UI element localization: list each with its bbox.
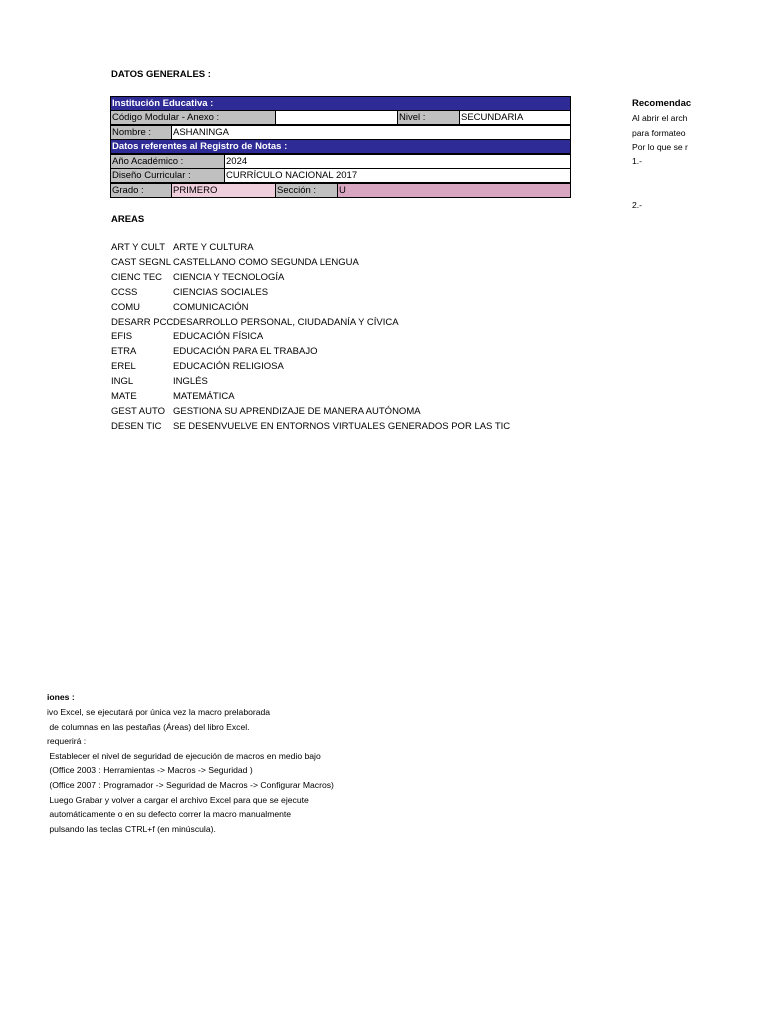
instruction-line: Establecer el nivel de seguridad de ejecución de macros en medio bajo xyxy=(47,751,321,761)
area-code: DESARR PCC xyxy=(111,317,173,328)
registro-label: Datos referentes al Registro de Notas : xyxy=(110,139,571,154)
area-code: CAST SEGNL xyxy=(111,257,172,268)
instruction-line: pulsando las teclas CTRL+f (en minúscula). xyxy=(47,824,216,834)
nombre-field[interactable]: ASHANINGA xyxy=(171,125,571,140)
area-code: ART Y CULT xyxy=(111,242,166,253)
recommendation-line: Por lo que se r xyxy=(632,142,688,152)
area-code: ETRA xyxy=(111,346,137,357)
diseno-label: Diseño Curricular : xyxy=(110,168,225,183)
page-title: DATOS GENERALES : xyxy=(111,69,211,80)
areas-title: AREAS xyxy=(111,214,145,225)
area-code: GEST AUTO xyxy=(111,406,166,417)
diseno-field[interactable]: CURRÍCULO NACIONAL 2017 xyxy=(224,168,571,183)
area-name: EDUCACIÓN RELIGIOSA xyxy=(173,361,284,372)
instruction-line: ivo Excel, se ejecutará por única vez la macro prelaborada xyxy=(47,707,271,717)
area-code: EREL xyxy=(111,361,136,372)
area-name: CIENCIAS SOCIALES xyxy=(173,287,269,298)
area-name: SE DESENVUELVE EN ENTORNOS VIRTUALES GENERADOS POR LAS TIC xyxy=(173,421,511,432)
area-code: COMU xyxy=(111,302,141,313)
area-name: ARTE Y CULTURA xyxy=(173,242,254,253)
recommendations-title: Recomendac xyxy=(632,98,692,109)
codigo-field[interactable] xyxy=(275,110,398,125)
instruction-line: automáticamente o en su defecto correr la macro manualmente xyxy=(47,809,292,819)
recommendation-line: Al abrir el arch xyxy=(632,113,688,123)
area-name: EDUCACIÓN FÍSICA xyxy=(173,331,264,342)
area-name: INGLÉS xyxy=(173,376,208,387)
nivel-label: Nivel : xyxy=(397,110,460,125)
area-name: EDUCACIÓN PARA EL TRABAJO xyxy=(173,346,318,357)
area-name: GESTIONA SU APRENDIZAJE DE MANERA AUTÓNOMA xyxy=(173,406,421,417)
recommendation-line: para formateo xyxy=(632,128,686,138)
area-name: COMUNICACIÓN xyxy=(173,302,249,313)
anio-label: Año Académico : xyxy=(110,154,225,169)
institucion-label: Institución Educativa : xyxy=(110,96,571,111)
instruction-line: Luego Grabar y volver a cargar el archivo Excel para que se ejecute xyxy=(47,795,309,805)
anio-field[interactable]: 2024 xyxy=(224,154,571,169)
grado-field[interactable]: PRIMERO xyxy=(171,183,276,198)
nombre-label: Nombre : xyxy=(110,125,172,140)
area-name: DESARROLLO PERSONAL, CIUDADANÍA Y CÍVICA xyxy=(173,317,399,328)
area-code: DESEN TIC xyxy=(111,421,162,432)
area-name: CASTELLANO COMO SEGUNDA LENGUA xyxy=(173,257,359,268)
instruction-line: de columnas en las pestañas (Áreas) del libro Excel. xyxy=(47,722,250,732)
seccion-field[interactable]: U xyxy=(337,183,571,198)
instruction-line: requerirá : xyxy=(47,736,87,746)
instruction-line: (Office 2003 : Herramientas -> Macros -> Seguridad ) xyxy=(47,765,253,775)
area-code: CIENC TEC xyxy=(111,272,163,283)
step-2-label: 2.- xyxy=(632,200,643,210)
instructions-title: iones : xyxy=(47,692,75,702)
area-code: INGL xyxy=(111,376,134,387)
step-1-label: 1.- xyxy=(632,156,643,166)
area-code: MATE xyxy=(111,391,137,402)
seccion-label: Sección : xyxy=(275,183,338,198)
area-code: EFIS xyxy=(111,331,133,342)
codigo-label: Código Modular - Anexo : xyxy=(110,110,276,125)
instruction-line: (Office 2007 : Programador -> Seguridad de Macros -> Configurar Macros) xyxy=(47,780,334,790)
area-code: CCSS xyxy=(111,287,138,298)
area-name: CIENCIA Y TECNOLOGÍA xyxy=(173,272,285,283)
nivel-field[interactable]: SECUNDARIA xyxy=(459,110,571,125)
area-name: MATEMÁTICA xyxy=(173,391,235,402)
grado-label: Grado : xyxy=(110,183,172,198)
